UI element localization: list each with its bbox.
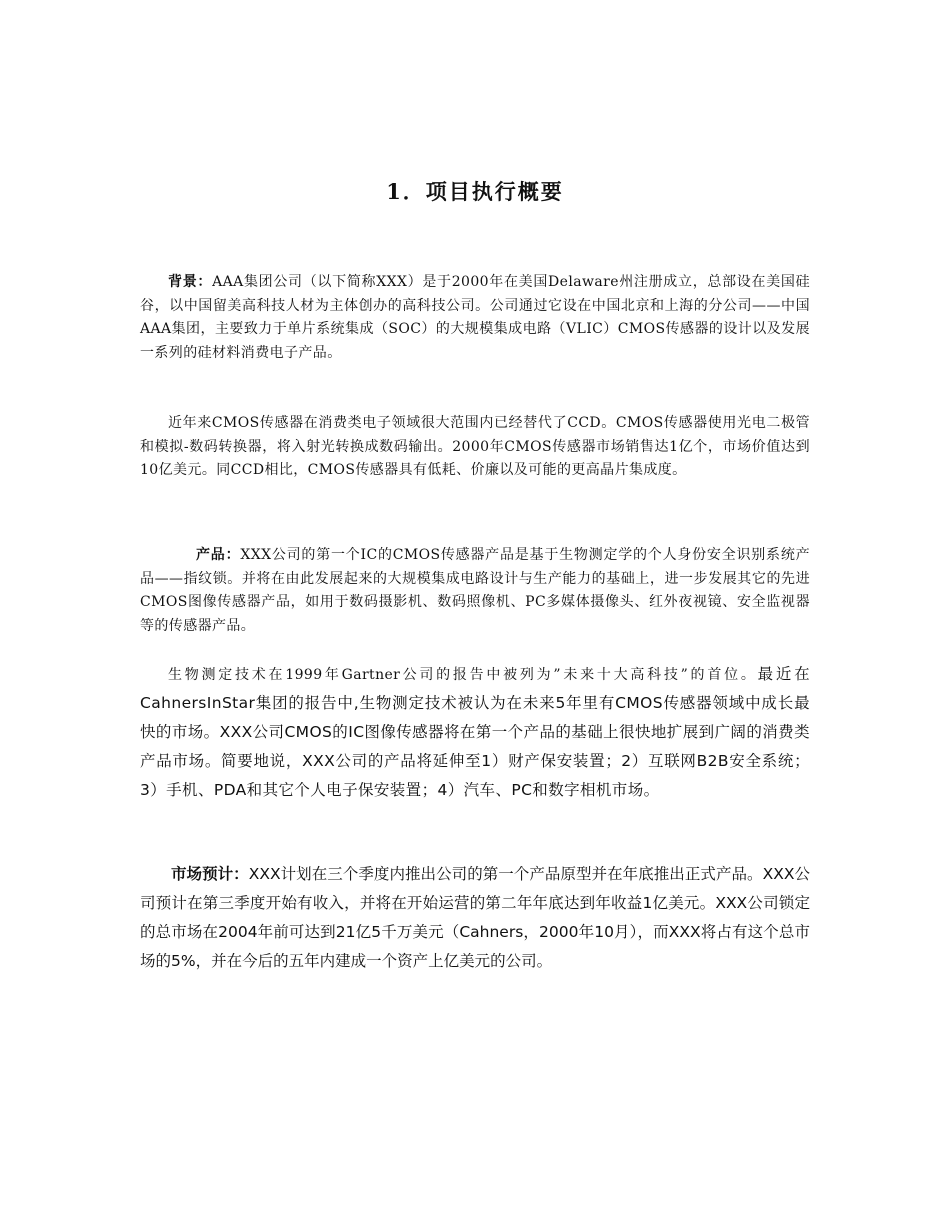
biometric-first-line: 生物测定技术在1999年Gartner公司的报告中被列为”未来十大高科技”的首位。 — [168, 667, 758, 683]
cmos-paragraph: 近年来CMOS传感器在消费类电子领域很大范围内已经替代了CCD。CMOS传感器使用光电二极管和模拟-数码转换器，将入射光转换成数码输出。2000年CMOS传感器市场销售达1亿个，市场价值达到10亿美元。同CCD相比，CMOS传感器具有低耗、价廉以及可能的更高晶片集成度。 — [140, 415, 810, 478]
market-text: XXX计划在三个季度内推出公司的第一个产品原型并在年底推出正式产品。XXX公司预计在第三季度开始有收入，并将在开始运营的第二年年底达到年收益1亿美元。XXX公司锁定的总市场在2004年前可达到21亿5千万美元（Cahners，2000年10月），而XXX将占有这个总市场的5%，并在今后的五年内建成一个资产上亿美元的公司。 — [140, 865, 810, 970]
page-title: 1．项目执行概要 — [386, 179, 564, 204]
product-text: XXX公司的第一个IC的CMOS传感器产品是基于生物测定学的个人身份安全识别系统产品——指纹锁。并将在由此发展起来的大规模集成电路设计与生产能力的基础上，进一步发展其它的先进CMOS图像传感器产品，如用于数码摄影机、数码照像机、PC多媒体摄像头、红外夜视镜、安全监视器等的传感器产品。 — [140, 547, 811, 634]
market-paragraph — [140, 860, 810, 976]
background-paragraph — [140, 271, 810, 365]
market-label: 市场预计： — [171, 865, 249, 883]
background-text: AAA集团公司（以下简称XXX）是于2000年在美国Delaware州注册成立，总部设在美国硅谷，以中国留美高科技人材为主体创办的高科技公司。公司通过它设在中国北京和上海的分公司——中国AAA集团，主要致力于单片系统集成（SOC）的大规模集成电路（VLIC）CMOS传感器的设计以及发展一系列的硅材料消费电子产品。 — [140, 274, 810, 361]
biometric-rest: 最近在CahnersInStar集团的报告中,生物测定技术被认为在未来5年里有CMOS传感器领域中成长最快的市场。XXX公司CMOS的IC图像传感器将在第一个产品的基础上很快地扩展到广阔的消费类产品市场。简要地说，XXX公司的产品将延伸至1）财产保安装置；2）互联网B2B安全系统；3）手机、PDA和其它个人电子保安装置；4）汽车、PC和数字相机市场。 — [140, 665, 811, 799]
background-label: 背景： — [168, 274, 213, 290]
product-paragraph — [140, 544, 810, 638]
biometric-paragraph — [140, 660, 810, 805]
product-label: 产品： — [196, 547, 241, 563]
